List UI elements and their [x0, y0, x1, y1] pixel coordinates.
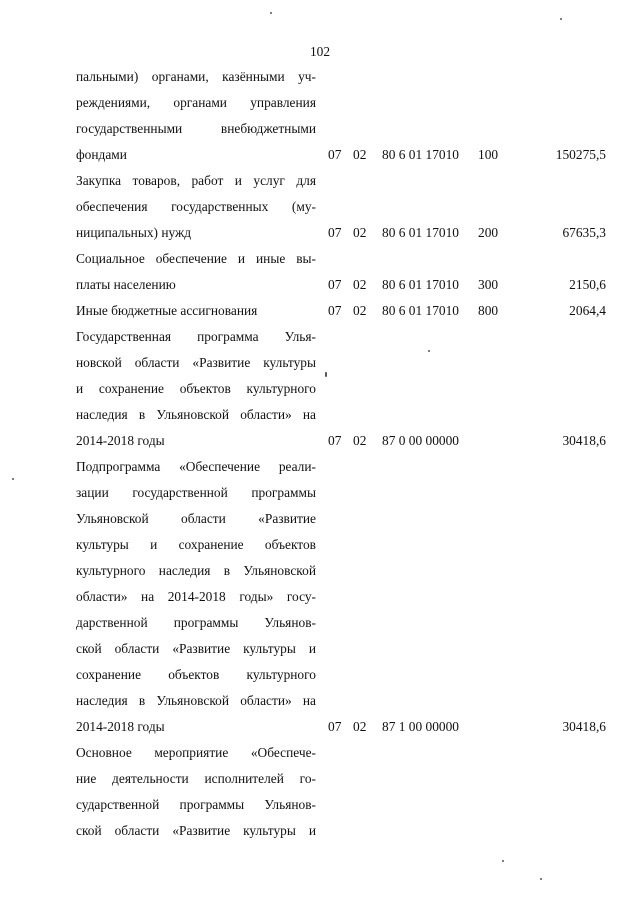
- description-line: государственными внебюджетными: [76, 121, 316, 136]
- row-description: [76, 168, 316, 246]
- row-description: [76, 246, 316, 298]
- section-code: 07: [328, 433, 342, 448]
- description-line: пальными) органами, казёнными уч-: [76, 69, 316, 84]
- target-article-code: 80 6 01 17010: [382, 225, 459, 240]
- description-line: Подпрограмма «Обеспечение реали-: [76, 459, 316, 474]
- expense-type-code: 800: [478, 303, 499, 318]
- target-article-code: 80 6 01 17010: [382, 147, 459, 162]
- description-line: ской области «Развитие культуры и: [76, 823, 316, 838]
- description-line: Иные бюджетные ассигнования: [76, 303, 258, 318]
- description-line: дарственной программы Ульянов-: [76, 615, 316, 630]
- description-line: ние деятельности исполнителей го-: [76, 771, 316, 786]
- scan-speck: [428, 350, 430, 352]
- section-code: 07: [328, 147, 342, 162]
- amount: 2064,4: [569, 303, 606, 318]
- table-row: [0, 246, 640, 298]
- table-row: [0, 64, 640, 168]
- description-line: обеспечения государственных (му-: [76, 199, 316, 214]
- description-line: 2014-2018 годы: [76, 719, 165, 734]
- expense-type-code: 300: [478, 277, 499, 292]
- target-article-code: 87 0 00 00000: [382, 433, 459, 448]
- row-description: [76, 324, 316, 454]
- description-line: наследия в Ульяновской области» на: [76, 407, 316, 422]
- description-line: Социальное обеспечение и иные вы-: [76, 251, 316, 266]
- scan-speck: [325, 372, 327, 377]
- description-line: реждениями, органами управления: [76, 95, 316, 110]
- table-row: [0, 298, 640, 324]
- scan-speck: [502, 860, 504, 862]
- amount: 67635,3: [562, 225, 606, 240]
- description-line: фондами: [76, 147, 127, 162]
- table-row: [0, 454, 640, 740]
- page-number: 102: [309, 44, 331, 59]
- subsection-code: 02: [353, 433, 367, 448]
- description-line: ниципальных) нужд: [76, 225, 192, 240]
- section-code: 07: [328, 303, 342, 318]
- row-description: [76, 64, 316, 168]
- description-line: культуры и сохранение объектов: [76, 537, 316, 552]
- section-code: 07: [328, 719, 342, 734]
- amount: 2150,6: [569, 277, 606, 292]
- section-code: 07: [328, 277, 342, 292]
- description-line: и сохранение объектов культурного: [76, 381, 316, 396]
- subsection-code: 02: [353, 719, 367, 734]
- row-description: [76, 454, 316, 740]
- description-line: области» на 2014-2018 годы» госу-: [76, 589, 316, 604]
- subsection-code: 02: [353, 303, 367, 318]
- target-article-code: 80 6 01 17010: [382, 303, 459, 318]
- scan-speck: [270, 12, 272, 14]
- description-line: платы населению: [76, 277, 176, 292]
- scan-speck: [560, 18, 562, 20]
- target-article-code: 80 6 01 17010: [382, 277, 459, 292]
- description-line: 2014-2018 годы: [76, 433, 165, 448]
- subsection-code: 02: [353, 225, 367, 240]
- description-line: ской области «Развитие культуры и: [76, 641, 316, 656]
- target-article-code: 87 1 00 00000: [382, 719, 459, 734]
- description-line: зации государственной программы: [76, 485, 316, 500]
- description-line: культурного наследия в Ульяновской: [76, 563, 316, 578]
- description-line: Ульяновской области «Развитие: [76, 511, 316, 526]
- amount: 150275,5: [555, 147, 606, 162]
- subsection-code: 02: [353, 277, 367, 292]
- section-code: 07: [328, 225, 342, 240]
- scan-speck: [12, 478, 14, 480]
- table-row: [0, 168, 640, 246]
- scan-speck: [540, 878, 542, 880]
- row-description: [76, 740, 316, 844]
- description-line: Закупка товаров, работ и услуг для: [76, 173, 316, 188]
- description-line: сударственной программы Ульянов-: [76, 797, 316, 812]
- amount: 30418,6: [562, 719, 606, 734]
- expense-type-code: 200: [478, 225, 499, 240]
- expense-type-code: 100: [478, 147, 499, 162]
- row-description: [76, 298, 316, 324]
- amount: 30418,6: [562, 433, 606, 448]
- description-line: Государственная программа Улья-: [76, 329, 316, 344]
- description-line: новской области «Развитие культуры: [76, 355, 316, 370]
- table-row: [0, 740, 640, 844]
- description-line: наследия в Ульяновской области» на: [76, 693, 316, 708]
- description-line: Основное мероприятие «Обеспече-: [76, 745, 316, 760]
- description-line: сохранение объектов культурного: [76, 667, 316, 682]
- table-row: [0, 324, 640, 454]
- subsection-code: 02: [353, 147, 367, 162]
